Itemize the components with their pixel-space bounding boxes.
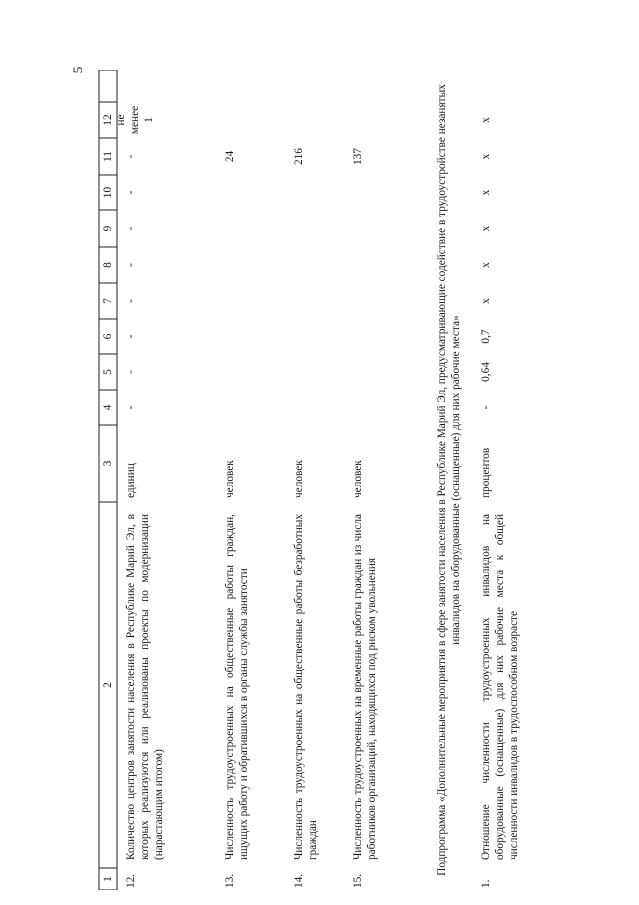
- col-header-4: 4: [102, 404, 114, 411]
- row-unit: человек: [224, 460, 236, 498]
- col-header-11: 11: [102, 150, 114, 163]
- value-col-11: -: [125, 154, 137, 159]
- row-unit: человек: [293, 460, 305, 498]
- value-col-8: -: [125, 263, 137, 267]
- col-header-7: 7: [102, 298, 114, 304]
- row-number: 12.: [125, 873, 137, 888]
- value-col-8: x: [480, 262, 492, 268]
- value-col-9: -: [125, 226, 137, 231]
- value-col-7: x: [480, 298, 492, 304]
- value-col-6: 0,7: [480, 329, 492, 344]
- row-indicator-name: Количество центров занятости населения в Республике Марий Эл, в которых реализуются или реализованы проекты по модернизации (нарастающим итогом): [125, 514, 165, 860]
- col-header-9: 9: [102, 225, 114, 232]
- row-unit: единиц: [125, 463, 137, 498]
- value-col-11: 216: [293, 148, 305, 165]
- value-col-7: -: [125, 299, 137, 303]
- col-header-12: 12: [102, 114, 114, 126]
- value-col-5: -: [125, 370, 137, 374]
- col-header-2: 2: [102, 682, 114, 688]
- value-col-12: не менее 1: [115, 105, 155, 135]
- indicators-table: [97, 70, 527, 890]
- value-col-6: -: [125, 334, 137, 339]
- row-number: 15.: [352, 873, 364, 888]
- value-col-10: x: [480, 189, 492, 196]
- value-col-11: 24: [224, 150, 236, 163]
- col-header-10: 10: [102, 186, 114, 199]
- value-col-12: x: [480, 117, 492, 123]
- row-number: 13.: [224, 873, 236, 888]
- value-col-11: 137: [352, 148, 364, 165]
- value-col-4: -: [125, 405, 137, 410]
- value-col-10: -: [125, 190, 137, 195]
- value-col-9: x: [480, 225, 492, 232]
- col-header-6: 6: [102, 333, 114, 340]
- row-indicator-name: Численность трудоустроенных на общественные работы граждан, ищущих работу и обратившихся в органы службы занятости: [224, 514, 250, 860]
- col-header-8: 8: [102, 262, 114, 268]
- col-header-5: 5: [102, 369, 114, 375]
- col-header-3: 3: [102, 460, 114, 467]
- col-header-1: 1: [102, 876, 114, 882]
- subprogram-heading: Подпрограмма «Дополнительные мероприятия в сфере занятости населения в Республике Марий Эл, предусматривающие содействие в трудоустройстве незанятых инвалидов на оборудованные (оснащенные) для них рабочие места»: [436, 84, 462, 876]
- row-indicator-name: Численность трудоустроенных на общественные работы безработных граждан: [293, 514, 319, 860]
- value-col-11: x: [480, 153, 492, 160]
- row-unit: процентов: [480, 447, 492, 498]
- page-number: 5: [70, 66, 85, 74]
- value-col-5: 0,64: [480, 362, 492, 382]
- row-number: 14.: [293, 873, 305, 888]
- row-unit: человек: [352, 460, 364, 498]
- row-indicator-name: Численность трудоустроенных на временные работы граждан из числа работников организаций, находящихся под риском увольнения: [352, 514, 378, 860]
- row-number: 1.: [480, 879, 492, 888]
- row-indicator-name: Отношение численности трудоустроенных инвалидов на оборудованные (оснащенные) для них рабочие места к общей численности инвалидов в трудоспособном возрасте: [480, 514, 520, 860]
- value-col-4: -: [480, 405, 492, 410]
